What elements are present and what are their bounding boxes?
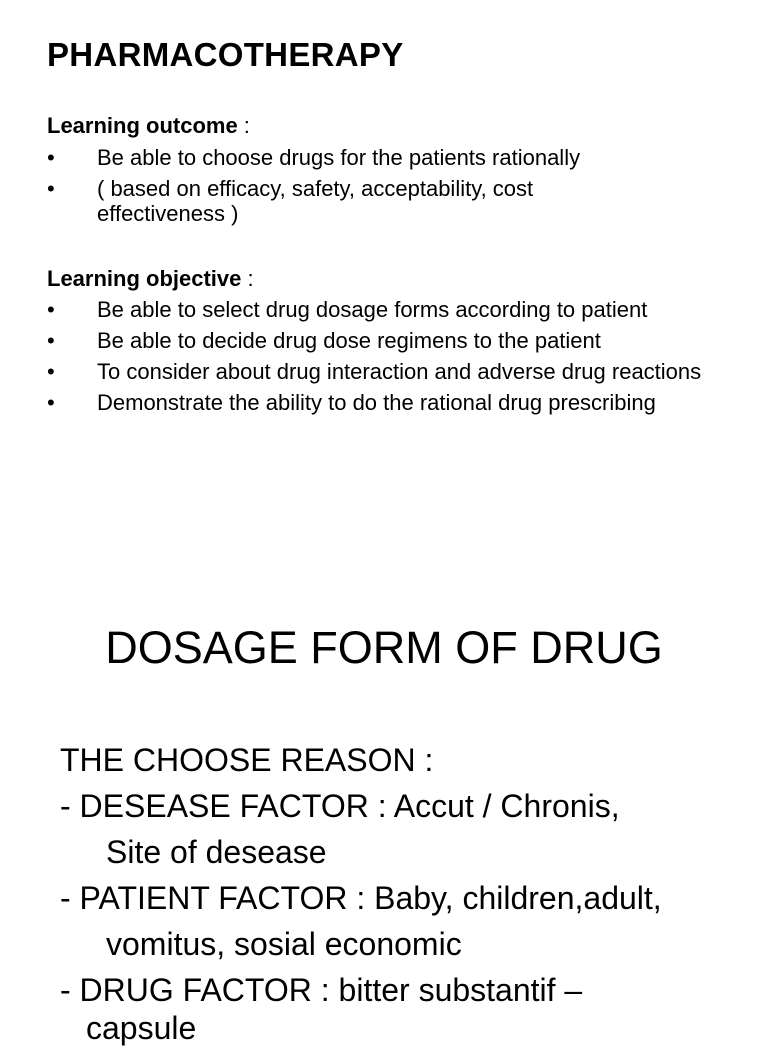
list-item — [47, 145, 747, 170]
desease-factor-continued: Site of desease — [106, 834, 327, 870]
list-item-text: Be able to select drug dosage forms according to patient — [97, 297, 648, 322]
bullet-icon: • — [47, 328, 55, 353]
heading-colon: : — [237, 113, 250, 138]
list-item — [47, 328, 747, 353]
list-item-text: Be able to decide drug dose regimens to the patient — [97, 328, 601, 353]
learning-outcome-heading — [47, 113, 250, 139]
list-item — [47, 297, 707, 322]
list-item-text: ( based on efficacy, safety, acceptability, cost effectiveness ) — [97, 176, 534, 226]
learning-objective-heading — [47, 266, 254, 292]
list-item-text: Be able to choose drugs for the patients rationally — [97, 145, 581, 170]
bullet-icon: • — [47, 390, 55, 415]
drug-factor-continued: capsule — [86, 1010, 197, 1046]
heading-colon: : — [241, 266, 254, 291]
reason-heading: THE CHOOSE REASON : — [60, 742, 434, 778]
desease-factor-line: - DESEASE FACTOR : Accut / Chronis, — [60, 788, 620, 824]
drug-factor-line: - DRUG FACTOR : bitter substantif – — [60, 972, 583, 1008]
learning-outcome-list — [47, 145, 747, 226]
bullet-icon: • — [47, 359, 55, 384]
learning-outcome-label: Learning outcome — [47, 113, 238, 138]
bullet-icon: • — [47, 176, 55, 201]
slide-title: DOSAGE FORM OF DRUG — [105, 622, 663, 673]
list-item-text: To consider about drug interaction and adverse drug reactions — [97, 359, 702, 384]
list-item — [47, 390, 677, 415]
learning-objective-label: Learning objective — [47, 266, 242, 291]
slide-title: PHARMACOTHERAPY — [47, 36, 404, 73]
bullet-icon: • — [47, 297, 55, 322]
list-item — [47, 176, 657, 226]
patient-factor-continued: vomitus, sosial economic — [106, 926, 462, 962]
list-item — [47, 359, 707, 384]
patient-factor-line: - PATIENT FACTOR : Baby, children,adult, — [60, 880, 662, 916]
bullet-icon: • — [47, 145, 55, 170]
learning-objective-list — [47, 297, 747, 415]
list-item-text: Demonstrate the ability to do the rational drug prescribing — [97, 390, 656, 415]
